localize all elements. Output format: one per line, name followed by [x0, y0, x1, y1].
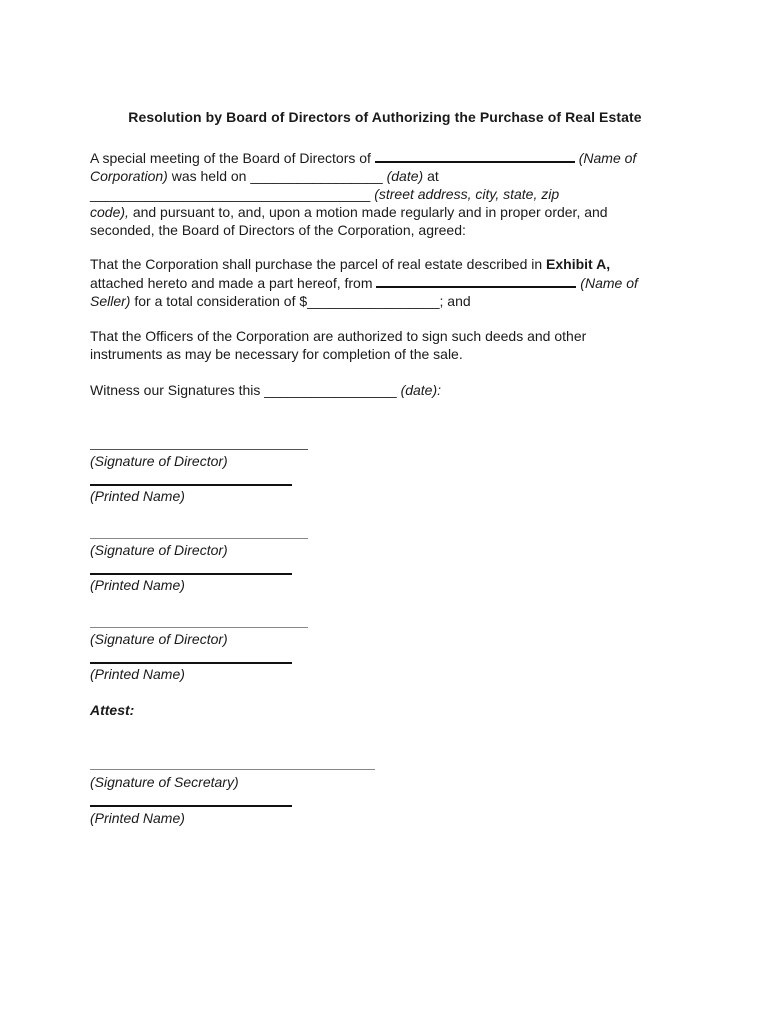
at-text: at: [427, 168, 439, 184]
director-3-signature-line[interactable]: [90, 627, 308, 628]
director-2-printed-name-label: (Printed Name): [90, 577, 185, 593]
meeting-paragraph: [90, 148, 690, 239]
corporation-name-hint: (Name of: [578, 150, 637, 166]
consideration-amount-blank[interactable]: _________________: [307, 293, 440, 309]
meeting-text: A special meeting of the Board of Directors of: [90, 150, 371, 166]
witness-line: [90, 381, 690, 399]
director-3-signature-label: (Signature of Director): [90, 631, 228, 647]
director-1-printed-name-line[interactable]: [90, 484, 292, 486]
date-hint: (date): [386, 168, 424, 184]
purchase-paragraph: [90, 255, 690, 310]
secretary-signature-label: (Signature of Secretary): [90, 774, 239, 790]
director-3-printed-name-line[interactable]: [90, 662, 292, 664]
agreed-text: seconded, the Board of Directors of the Corporation, agreed:: [90, 222, 466, 238]
address-blank[interactable]: ____________________________________: [90, 186, 371, 202]
director-1-signature-line[interactable]: [90, 449, 308, 450]
purchase-text: That the Corporation shall purchase the parcel of real estate described in: [90, 256, 543, 272]
witness-text: Witness our Signatures this: [90, 382, 261, 398]
secretary-printed-name-label: (Printed Name): [90, 810, 185, 826]
attached-text: attached hereto and made a part hereof, from: [90, 275, 373, 291]
seller-name-hint: (Name of: [580, 275, 638, 291]
seller-name-hint-cont: Seller): [90, 293, 131, 309]
attest-heading: Attest:: [90, 702, 135, 718]
director-2-signature-label: (Signature of Director): [90, 542, 228, 558]
document-title: Resolution by Board of Directors of Authorizing the Purchase of Real Estate: [128, 109, 642, 125]
consideration-text: for a total consideration of $: [134, 293, 308, 309]
secretary-signature-line[interactable]: [90, 769, 375, 770]
director-3-printed-name-label: (Printed Name): [90, 666, 185, 682]
seller-name-blank[interactable]: [376, 273, 576, 288]
secretary-printed-name-line[interactable]: [90, 805, 292, 807]
director-2-signature-line[interactable]: [90, 538, 308, 539]
address-hint-cont: code),: [90, 204, 129, 220]
meeting-date-blank[interactable]: _________________: [250, 168, 383, 184]
director-1-signature-label: (Signature of Director): [90, 453, 228, 469]
corporation-name-blank[interactable]: [375, 148, 575, 163]
witness-date-hint: (date):: [400, 382, 442, 398]
authorization-text-2: instruments as may be necessary for completion of the sale.: [90, 346, 463, 362]
director-1-printed-name-label: (Printed Name): [90, 488, 185, 504]
held-on-text: was held on: [171, 168, 247, 184]
authorization-text-1: That the Officers of the Corporation are authorized to sign such deeds and other: [90, 328, 587, 344]
witness-date-blank[interactable]: _________________: [264, 382, 397, 398]
address-hint: (street address, city, state, zip: [374, 186, 560, 202]
authorization-paragraph: [90, 327, 690, 363]
corporation-name-hint-cont: Corporation): [90, 168, 168, 184]
and-text: ; and: [439, 293, 471, 309]
motion-text: and pursuant to, and, upon a motion made regularly and in proper order, and: [132, 204, 608, 220]
director-2-printed-name-line[interactable]: [90, 573, 292, 575]
exhibit-reference: Exhibit A,: [546, 256, 611, 272]
